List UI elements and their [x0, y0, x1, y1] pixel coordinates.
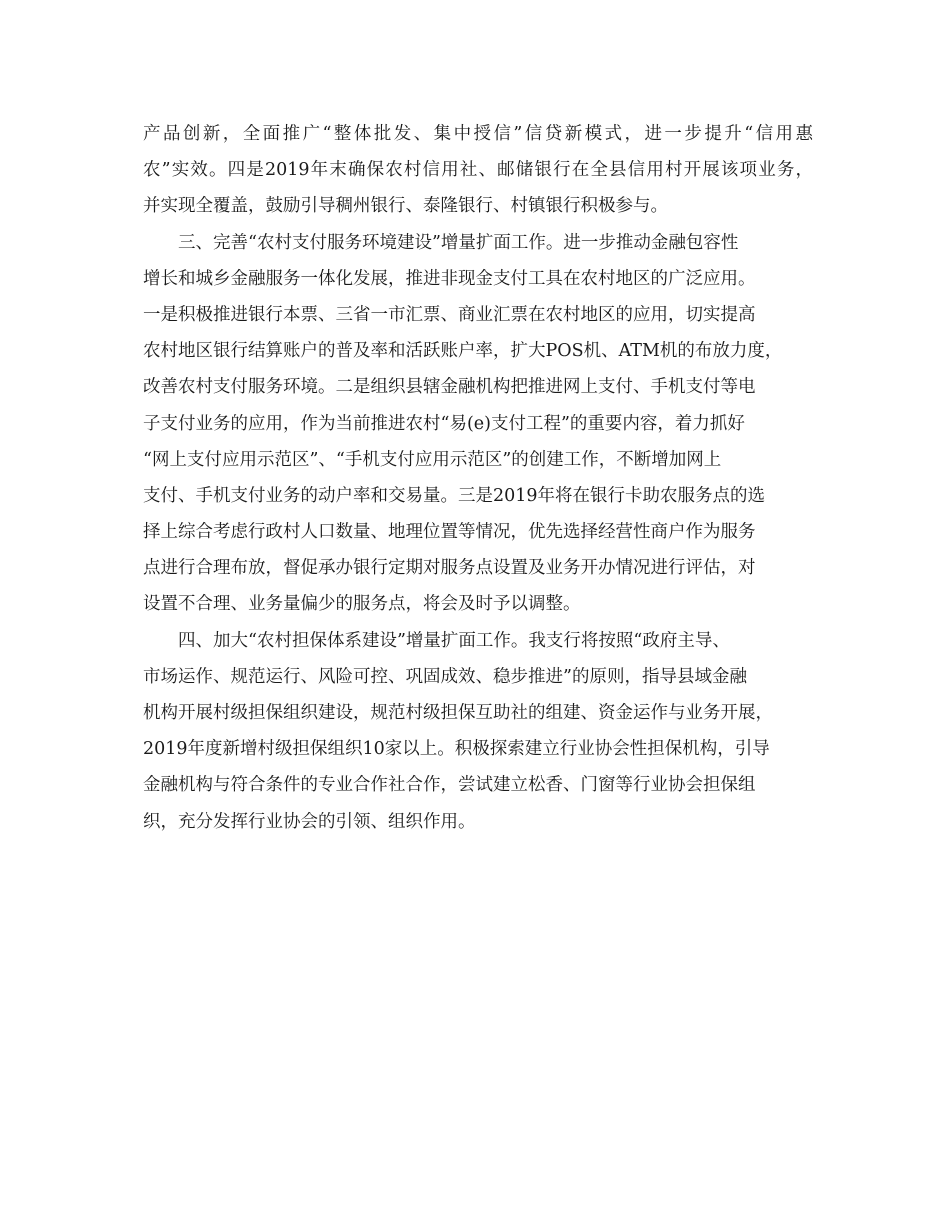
text-line: 2019年度新增村级担保组织10家以上。积极探索建立行业协会性担保机构，引导	[143, 739, 770, 760]
text-line: 织，充分发挥行业协会的引领、组织作用。	[143, 811, 476, 832]
text-line: 支付、手机支付业务的动户率和交易量。三是2019年将在银行卡助农服务点的选	[143, 485, 766, 506]
text-line: 改善农村支付服务环境。二是组织县辖金融机构把推进网上支付、手机支付等电	[143, 377, 756, 398]
text-line: 农村地区银行结算账户的普及率和活跃账户率，扩大POS机、ATM机的布放力度，	[143, 341, 783, 362]
text-line: 增长和城乡金融服务一体化发展，推进非现金支付工具在农村地区的广泛应用。	[143, 268, 756, 289]
text-line: 农”实效。四是2019年末确保农村信用社、邮储银行在全县信用村开展该项业务，	[143, 160, 813, 181]
document-body	[143, 116, 813, 840]
text-line: 择上综合考虑行政村人口数量、地理位置等情况，优先选择经营性商户作为服务	[143, 522, 756, 543]
text-line: 并实现全覆盖，鼓励引导稠州银行、泰隆银行、村镇银行积极参与。	[143, 196, 668, 217]
paragraph-heading-line: 三、完善“农村支付服务环境建设”增量扩面工作。进一步推动金融包容性	[178, 232, 739, 253]
text-line: 点进行合理布放，督促承办银行定期对服务点设置及业务开办情况进行评估，对	[143, 558, 756, 579]
text-line: 市场运作、规范运行、风险可控、巩固成效、稳步推进”的原则，指导县域金融	[143, 666, 747, 687]
text-line: 一是积极推进银行本票、三省一市汇票、商业汇票在农村地区的应用，切实提高	[143, 304, 756, 325]
text-line: 机构开展村级担保组织建设，规范村级担保互助社的组建、资金运作与业务开展，	[143, 703, 773, 723]
text-line: 产品创新，全面推广“整体批发、集中授信”信贷新模式，进一步提升“信用惠	[143, 124, 813, 144]
text-line: 金融机构与符合条件的专业合作社合作，尝试建立松香、门窗等行业协会担保组	[143, 775, 756, 796]
text-line: 子支付业务的应用，作为当前推进农村“易(e)支付工程”的重要内容，着力抓好	[143, 413, 745, 434]
text-line: “网上支付应用示范区”、“手机支付应用示范区”的创建工作，不断增加网上	[143, 449, 722, 470]
text-line: 设置不合理、业务量偏少的服务点，将会及时予以调整。	[143, 594, 581, 615]
paragraph-heading-line: 四、加大“农村担保体系建设”增量扩面工作。我支行将按照“政府主导、	[178, 630, 730, 651]
